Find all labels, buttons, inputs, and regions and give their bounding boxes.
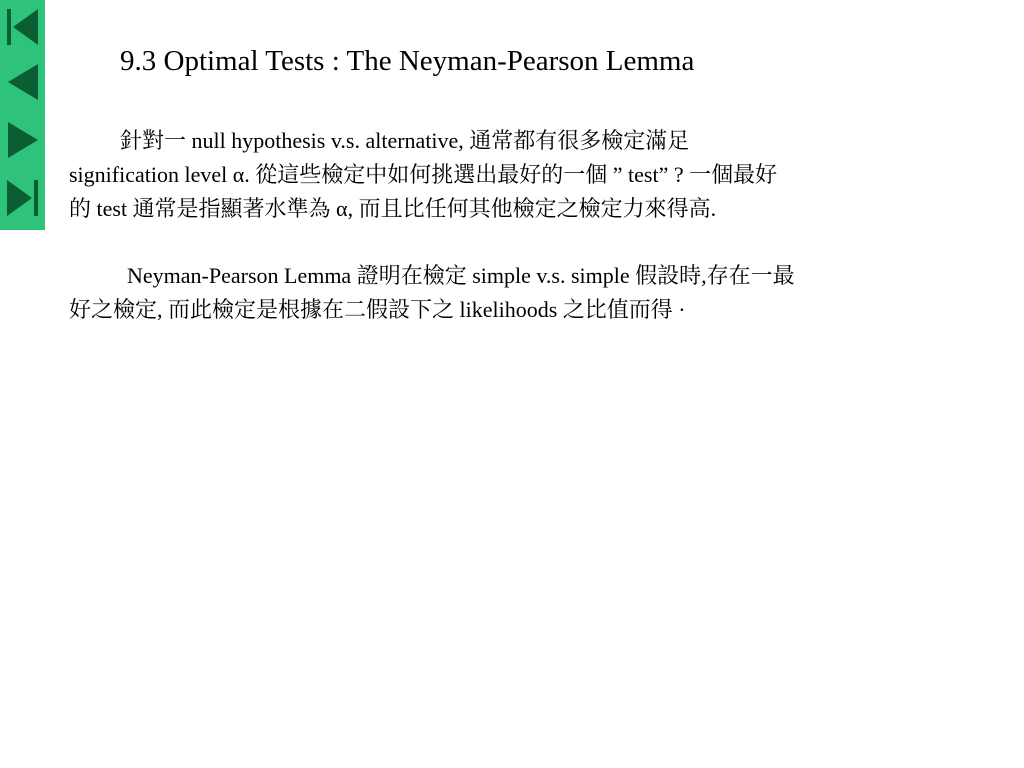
paragraph-line: 的 test 通常是指顯著水準為 α, 而且比任何其他檢定之檢定力來得高. xyxy=(69,196,717,221)
first-slide-icon xyxy=(2,2,43,52)
last-slide-icon xyxy=(2,173,43,223)
slide-navigation-bar xyxy=(0,0,45,230)
slide-title: 9.3 Optimal Tests : The Neyman-Pearson Lemma xyxy=(120,45,695,77)
paragraph-line: Neyman-Pearson Lemma 證明在檢定 simple v.s. simple 假設時,存在一最 xyxy=(127,263,795,288)
last-slide-button[interactable] xyxy=(2,173,43,223)
paragraph-intro xyxy=(69,124,994,226)
paragraph-lemma xyxy=(69,259,994,327)
previous-slide-button[interactable] xyxy=(2,57,43,107)
first-slide-button[interactable] xyxy=(2,2,43,52)
paragraph-line: 針對一 null hypothesis v.s. alternative, 通常都有很多檢定滿足 xyxy=(120,128,690,153)
next-slide-button[interactable] xyxy=(2,115,43,165)
next-slide-icon xyxy=(2,115,43,165)
paragraph-line: signification level α. 從這些檢定中如何挑選出最好的一個 ” test” ? 一個最好 xyxy=(69,162,778,187)
paragraph-line: 好之檢定, 而此檢定是根據在二假設下之 likelihoods 之比值而得 · xyxy=(69,297,686,322)
previous-slide-icon xyxy=(2,57,43,107)
